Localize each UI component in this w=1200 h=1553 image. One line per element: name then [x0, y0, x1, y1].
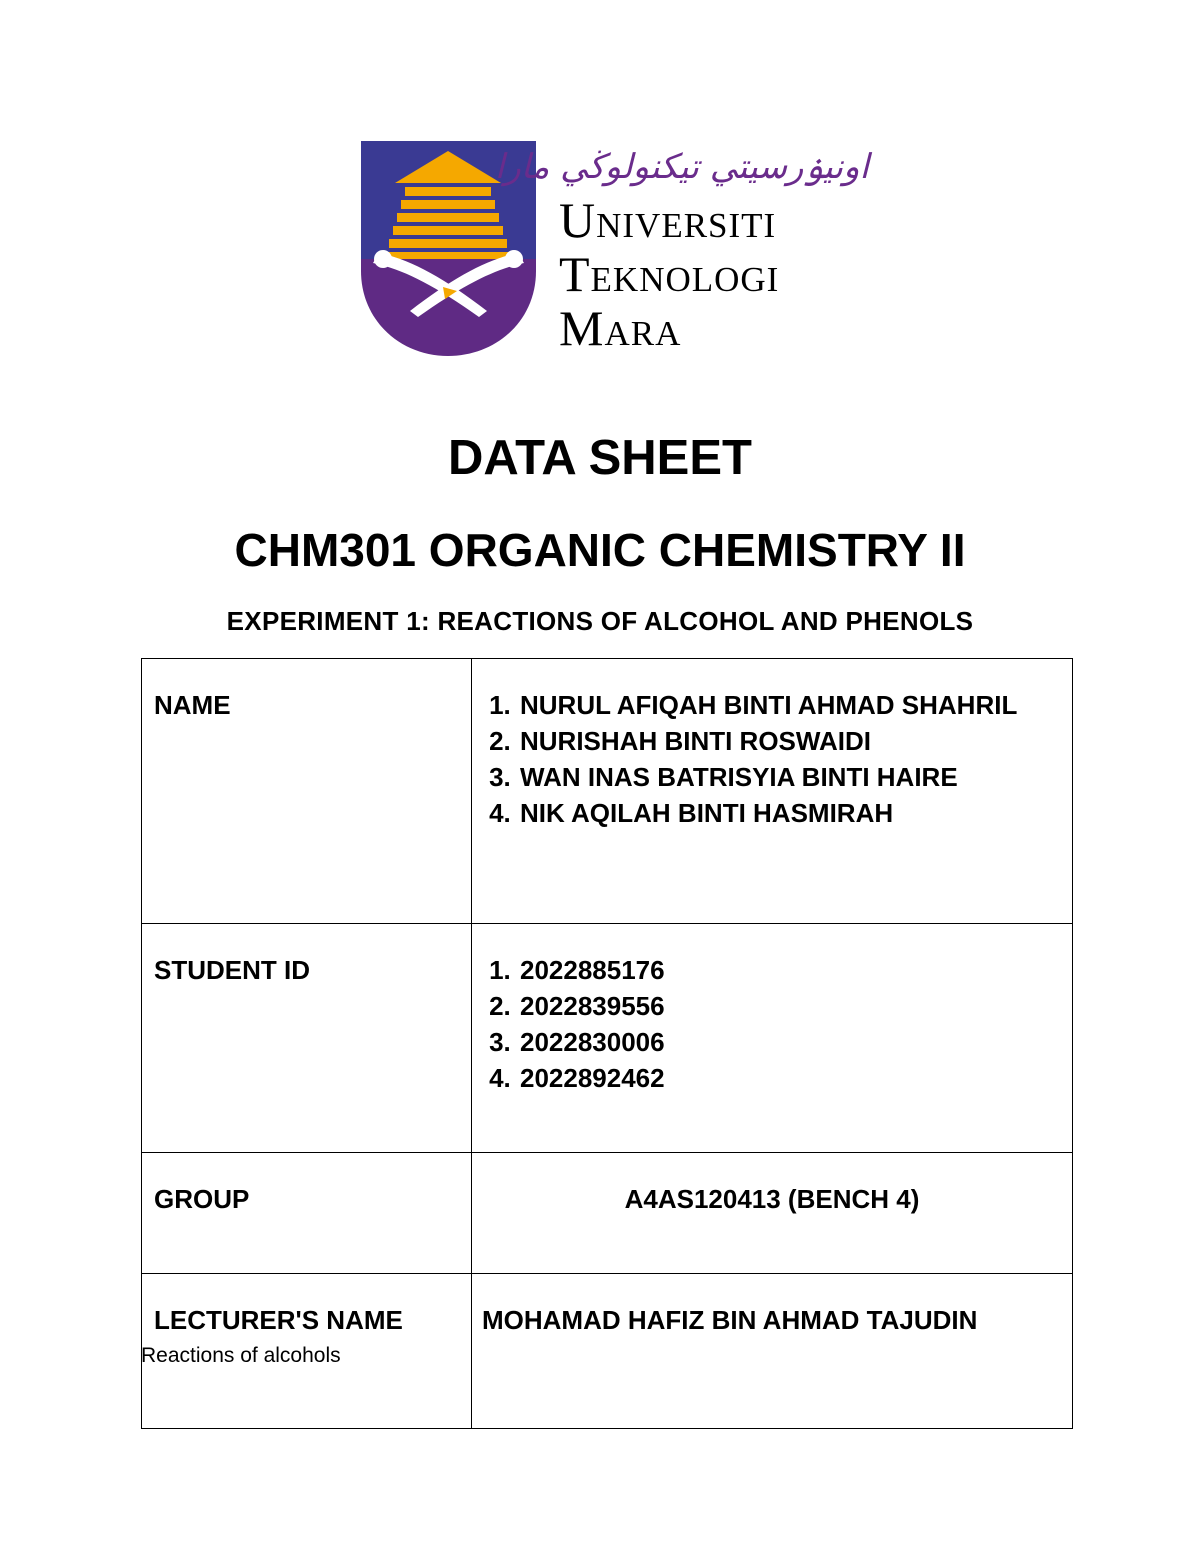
- list-item: 1. NURUL AFIQAH BINTI AHMAD SHAHRIL: [518, 687, 1062, 723]
- list-item: 3. WAN INAS BATRISYIA BINTI HAIRE: [518, 759, 1062, 795]
- student-id-list: [482, 952, 1062, 1096]
- student-id-label: STUDENT ID: [142, 924, 472, 1153]
- group-value: A4AS120413 (BENCH 4): [472, 1153, 1073, 1274]
- group-label: GROUP: [142, 1153, 472, 1274]
- university-wordmark: [559, 193, 879, 355]
- lecturer-value: MOHAMAD HAFIZ BIN AHMAD TAJUDIN: [472, 1274, 1073, 1429]
- name-value: [472, 659, 1073, 924]
- list-item: 2. NURISHAH BINTI ROSWAIDI: [518, 723, 1062, 759]
- list-item: 3. 2022830006: [518, 1024, 1062, 1060]
- course-title: CHM301 ORGANIC CHEMISTRY II: [234, 524, 966, 576]
- list-item: 1. 2022885176: [518, 952, 1062, 988]
- student-id-value: [472, 924, 1073, 1153]
- student-info-table: [141, 658, 1073, 1429]
- list-item: 4. 2022892462: [518, 1060, 1062, 1096]
- document-title: DATA SHEET: [448, 431, 752, 485]
- table-row: [142, 924, 1073, 1153]
- list-item: 4. NIK AQILAH BINTI HASMIRAH: [518, 795, 1062, 831]
- student-name-list: [482, 687, 1062, 831]
- wordmark-line-2: Teknologi: [559, 246, 780, 302]
- table-row: [142, 1153, 1073, 1274]
- table-row: [142, 659, 1073, 924]
- wordmark-line-3: Mara: [559, 300, 682, 356]
- name-label: NAME: [142, 659, 472, 924]
- wordmark-line-1: Universiti: [559, 192, 777, 248]
- list-item: 2. 2022839556: [518, 988, 1062, 1024]
- university-logo: [361, 141, 881, 356]
- lecturer-label: LECTURER'S NAME: [142, 1274, 472, 1429]
- experiment-title: EXPERIMENT 1: REACTIONS OF ALCOHOL AND PHENOLS: [226, 606, 974, 636]
- jawi-script-title: اونيۏرسيتي تيكنولوڬي مارا: [494, 147, 869, 187]
- section-heading: Reactions of alcohols: [141, 1344, 341, 1367]
